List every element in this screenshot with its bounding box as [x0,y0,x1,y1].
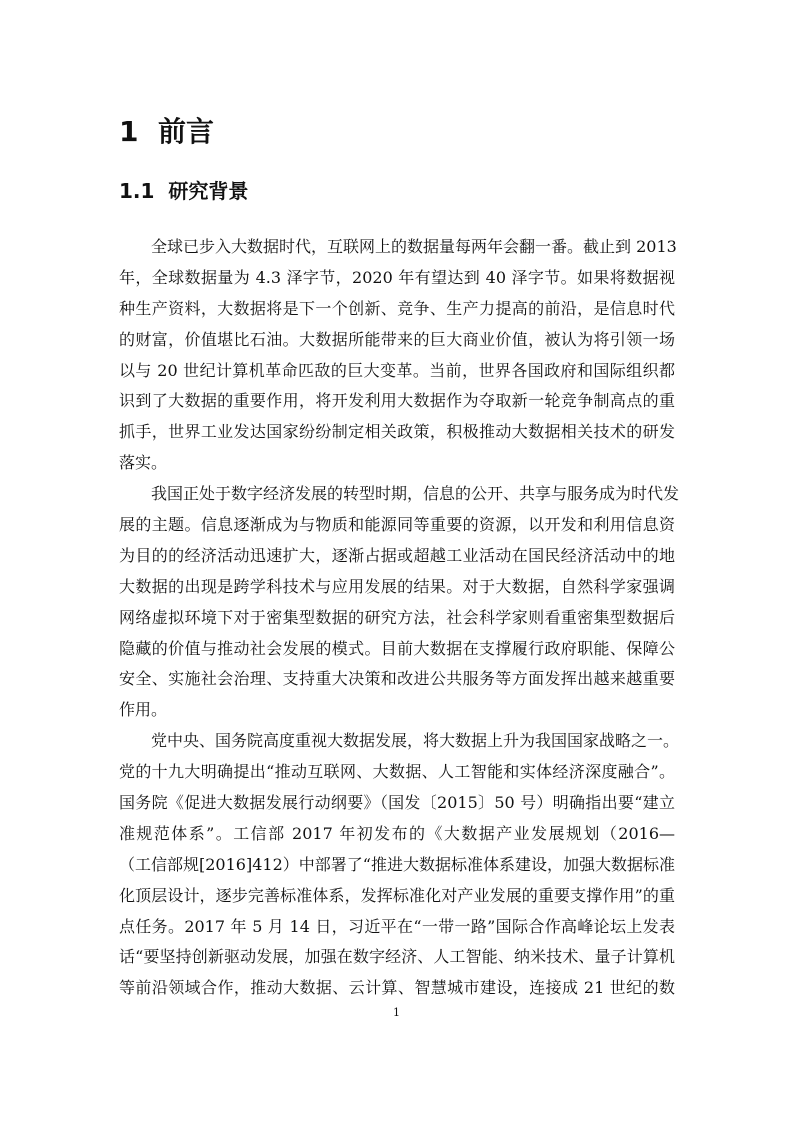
paragraph-3-line-2: 党的十九大明确提出“推动互联网、大数据、人工智能和实体经济深度融合”。 [119,762,675,782]
paragraph-1-line-6: 识到了大数据的重要作用，将开发利用大数据作为夺取新一轮竞争制高点的重 [119,391,675,411]
paragraph-2-line-5: 网络虚拟环境下对于密集型数据的研究方法，社会科学家则看重密集型数据后 [119,607,675,627]
body-text [119,232,680,1004]
paragraph-3-line-7: 点任务。2017 年 5 月 14 日，习近平在“一带一路”国际合作高峰论坛上发表 [119,916,675,936]
chapter-title: 前言 [157,115,214,148]
paragraph-3-line-8: 话“要坚持创新驱动发展，加强在数字经济、人工智能、纳米技术、量子计算机 [119,947,675,967]
section-title: 研究背景 [168,179,249,203]
paragraph-2-line-6: 隐藏的价值与推动社会发展的模式。目前大数据在支撑履行政府职能、保障公 [119,638,675,658]
chapter-number: 1 [119,115,139,148]
paragraph-1-line-7: 抓手，世界工业发达国家纷纷制定相关政策，积极推动大数据相关技术的研发 [119,422,675,442]
paragraph-1-line-5: 以与 20 世纪计算机革命匹敌的巨大变革。当前，世界各国政府和国际组织都 [119,360,675,380]
paragraph-3-line-9: 等前沿领域合作，推动大数据、云计算、智慧城市建设，连接成 21 世纪的数 [119,978,675,998]
paragraph-3-line-4: 准规范体系”。工信部 2017 年初发布的《大数据产业发展规划（2016— [119,823,675,843]
paragraph-2-line-7: 安全、实施社会治理、支持重大决策和改进公共服务等方面发挥出越来越重要 [119,669,675,689]
paragraph-1-line-4: 的财富，价值堪比石油。大数据所能带来的巨大商业价值，被认为将引领一场 [119,329,675,349]
paragraph-2-line-4: 大数据的出现是跨学科技术与应用发展的结果。对于大数据，自然科学家强调 [119,576,675,596]
chapter-heading [119,112,214,152]
paragraph-3-line-3: 国务院《促进大数据发展行动纲要》（国发〔2015〕50 号）明确指出要“建立 [119,793,675,813]
paragraph-3-line-6: 化顶层设计，逐步完善标准体系，发挥标准化对产业发展的重要支撑作用”的重 [119,885,675,905]
section-heading [119,176,248,206]
paragraph-2-line-8: 作用。 [119,700,168,720]
paragraph-2-line-3: 为目的的经济活动迅速扩大，逐渐占据或超越工业活动在国民经济活动中的地 [119,545,675,565]
page-number: 1 [393,1006,400,1019]
paragraph-2-line-2: 展的主题。信息逐渐成为与物质和能源同等重要的资源，以开发和利用信息资 [119,515,675,535]
paragraph-1-line-2: 年，全球数据量为 4.3 泽字节，2020 年有望达到 40 泽字节。如果将数据视 [119,267,675,287]
paragraph-2-line-1: 我国正处于数字经济发展的转型时期，信息的公开、共享与服务成为时代发 [151,484,680,504]
paragraph-3-line-1: 党中央、国务院高度重视大数据发展，将大数据上升为我国国家战略之一。 [151,731,680,751]
paragraph-3-line-5: （工信部规[2016]412）中部署了“推进大数据标准体系建设，加强大数据标准 [119,854,675,874]
paragraph-1-line-1: 全球已步入大数据时代，互联网上的数据量每两年会翻一番。截止到 2013 [151,237,677,256]
section-number: 1.1 [119,179,155,203]
paragraph-1-line-8: 落实。 [119,453,168,473]
paragraph-1-line-3: 种生产资料，大数据将是下一个创新、竞争、生产力提高的前沿，是信息时代 [119,298,675,318]
